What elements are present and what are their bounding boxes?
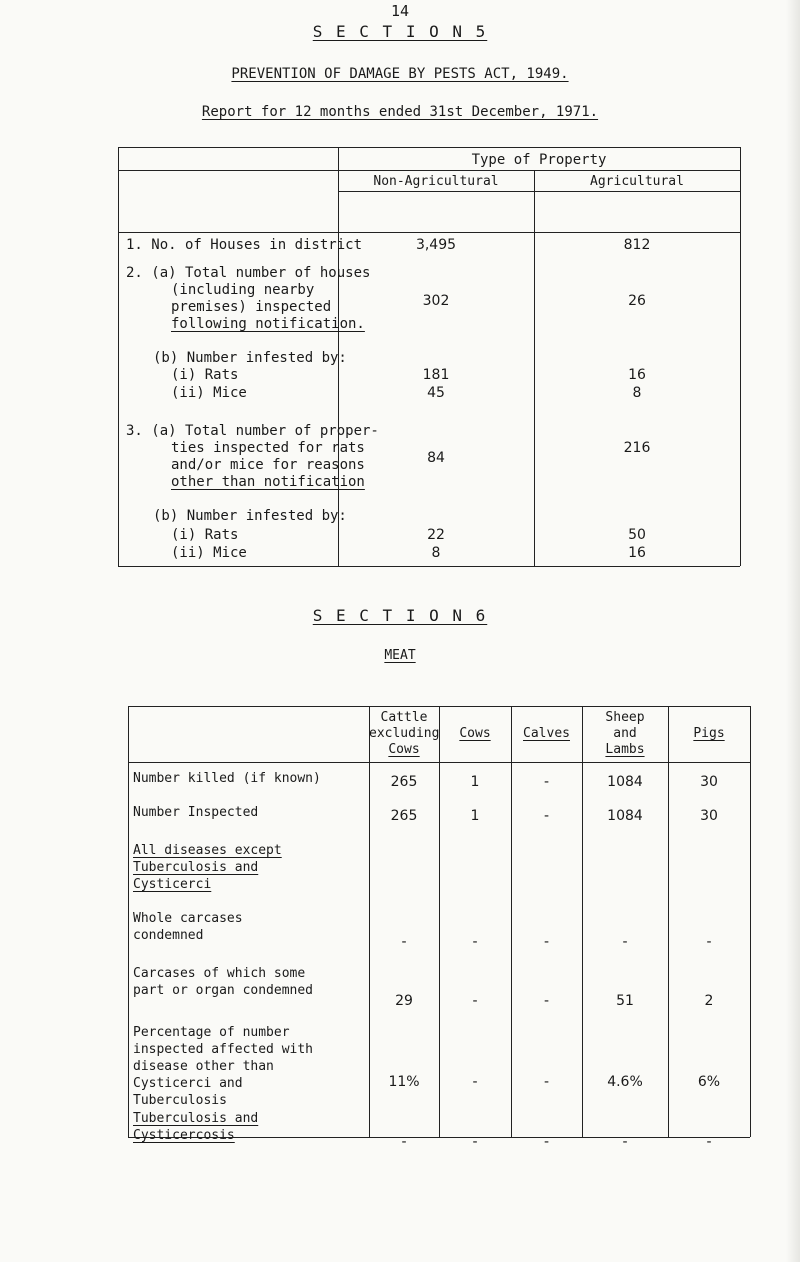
value-cell: - <box>472 993 478 1009</box>
row-label: (i) Rats <box>171 527 239 543</box>
row-label: ties inspected for rats <box>171 440 365 456</box>
row-label: Cysticercosis <box>133 1128 235 1143</box>
value-cell: 8 <box>431 545 441 561</box>
column-header: Cows <box>459 726 491 741</box>
page-number: 14 <box>390 2 410 20</box>
value-cell: 812 <box>623 237 651 253</box>
value-cell: - <box>622 1134 628 1150</box>
section-6-heading: S E C T I O N 6 <box>312 606 488 625</box>
value-cell: 22 <box>427 527 445 543</box>
row-label: (ii) Mice <box>171 385 247 401</box>
value-cell: - <box>401 1134 407 1150</box>
value-cell: 29 <box>395 993 413 1009</box>
row-label: other than notification <box>171 474 365 490</box>
column-header: Sheep <box>605 710 645 725</box>
value-cell: 181 <box>422 367 450 383</box>
value-cell: - <box>401 934 407 950</box>
value-cell: - <box>472 1134 478 1150</box>
row-label: Number killed (if known) <box>133 771 321 786</box>
non-agricultural-header: Non-Agricultural <box>373 174 499 189</box>
section-5-title: PREVENTION OF DAMAGE BY PESTS ACT, 1949. <box>231 66 569 82</box>
row-label: 3. (a) Total number of proper- <box>126 423 379 439</box>
row-label: (b) Number infested by: <box>153 508 347 524</box>
value-cell: 30 <box>700 808 718 824</box>
value-cell: - <box>543 1134 550 1150</box>
value-cell: - <box>472 934 478 950</box>
value-cell: - <box>543 1074 550 1090</box>
row-label: Whole carcases <box>133 911 243 926</box>
row-label: (ii) Mice <box>171 545 247 561</box>
row-label: and/or mice for reasons <box>171 457 365 473</box>
column-header: Calves <box>523 726 570 741</box>
value-cell: 1084 <box>607 808 643 824</box>
value-cell: - <box>622 934 628 950</box>
value-cell: 1 <box>470 808 480 824</box>
row-label: All diseases except <box>133 843 282 858</box>
value-cell: 16 <box>628 545 646 561</box>
value-cell: 302 <box>422 293 450 309</box>
page-edge-shadow <box>786 0 800 1262</box>
row-label: following notification. <box>171 316 365 332</box>
row-label: part or organ condemned <box>133 983 314 998</box>
section-6-title: MEAT <box>384 648 416 663</box>
value-cell: 50 <box>628 527 646 543</box>
value-cell: 2 <box>704 993 714 1009</box>
column-header: Pigs <box>693 726 725 741</box>
value-cell: 26 <box>628 293 646 309</box>
value-cell: 16 <box>628 367 646 383</box>
value-cell: - <box>706 934 712 950</box>
value-cell: - <box>543 993 550 1009</box>
value-cell: - <box>706 1134 712 1150</box>
row-label: condemned <box>133 928 204 943</box>
row-label: Tuberculosis <box>133 1093 227 1108</box>
row-label: (b) Number infested by: <box>153 350 347 366</box>
value-cell: 30 <box>700 774 718 790</box>
column-header: and <box>613 726 637 741</box>
column-header: Cattle <box>380 710 428 725</box>
row-label: disease other than <box>133 1059 274 1074</box>
value-cell: - <box>472 1074 478 1090</box>
row-label: Number Inspected <box>133 805 259 820</box>
agricultural-header: Agricultural <box>590 174 684 189</box>
value-cell: 265 <box>390 808 418 824</box>
row-label: (including nearby <box>171 282 315 298</box>
value-cell: 45 <box>427 385 445 401</box>
row-label: Cysticerci and <box>133 1076 243 1091</box>
row-label: Carcases of which some <box>133 966 306 981</box>
row-label: Percentage of number <box>133 1025 290 1040</box>
row-label: Cysticerci <box>133 877 212 892</box>
value-cell: - <box>543 774 550 790</box>
row-label: 2. (a) Total number of houses <box>126 265 371 281</box>
section-5-heading: S E C T I O N 5 <box>312 22 488 41</box>
value-cell: 51 <box>616 993 634 1009</box>
column-header: Lambs <box>605 742 645 757</box>
value-cell: - <box>543 808 550 824</box>
row-label: Tuberculosis and <box>133 860 259 875</box>
value-cell: 11% <box>388 1074 420 1090</box>
value-cell: 1 <box>470 774 480 790</box>
row-label: premises) inspected <box>171 299 332 315</box>
value-cell: 3,495 <box>415 237 457 253</box>
value-cell: 8 <box>632 385 642 401</box>
section-5-subtitle: Report for 12 months ended 31st December, 1971. <box>201 104 599 120</box>
value-cell: 265 <box>390 774 418 790</box>
column-header: Cows <box>388 742 420 757</box>
row-label: Tuberculosis and <box>133 1111 259 1126</box>
value-cell: 1084 <box>607 774 643 790</box>
column-header: excluding <box>369 726 440 741</box>
row-label: inspected affected with <box>133 1042 314 1057</box>
value-cell: 6% <box>697 1074 721 1090</box>
row-label: 1. No. of Houses in district <box>126 237 363 253</box>
value-cell: 216 <box>623 440 651 456</box>
value-cell: - <box>543 934 550 950</box>
type-of-property-header: Type of Property <box>471 152 607 168</box>
value-cell: 4.6% <box>607 1074 643 1090</box>
row-label: (i) Rats <box>171 367 239 383</box>
value-cell: 84 <box>427 450 445 466</box>
